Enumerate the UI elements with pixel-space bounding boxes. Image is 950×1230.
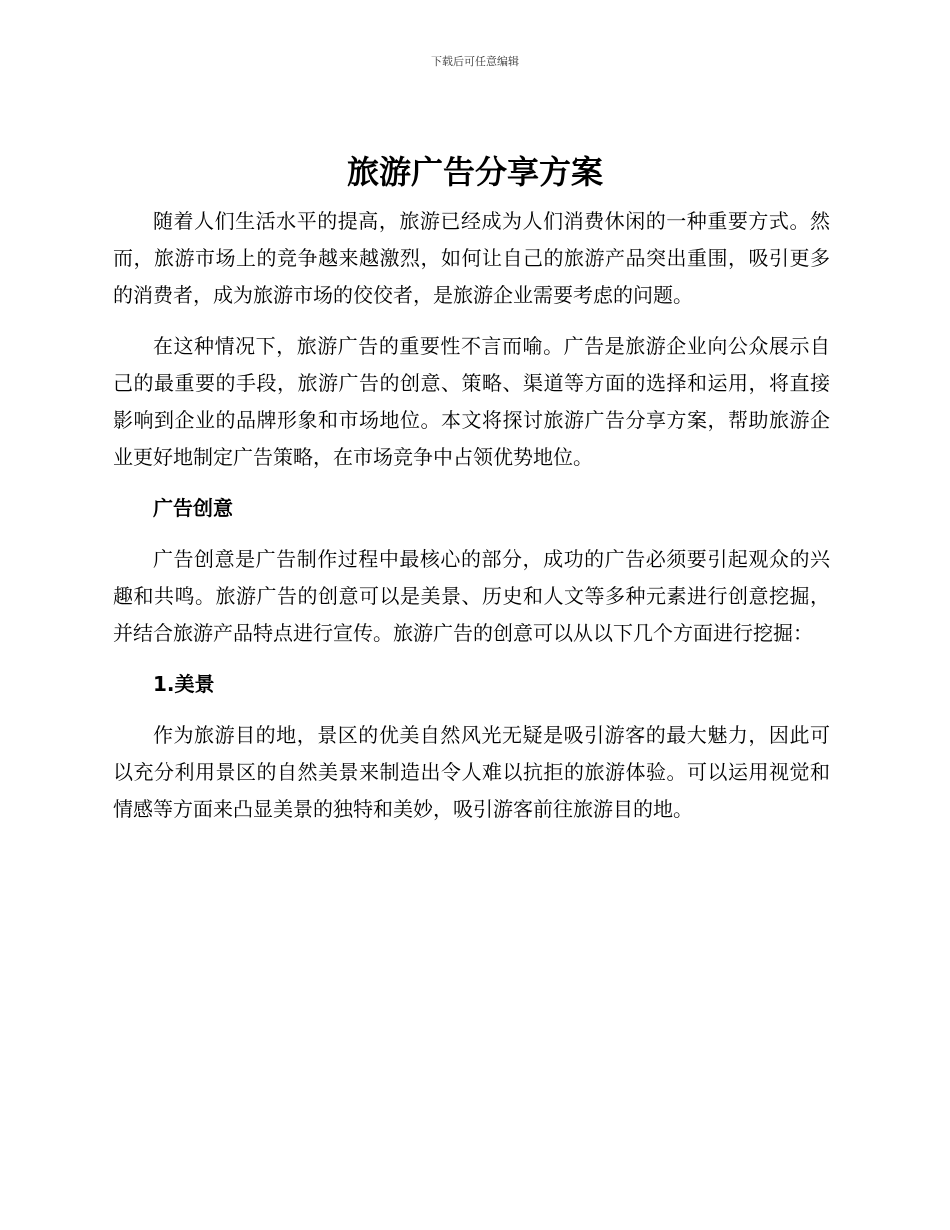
- paragraph-intro: 随着人们生活水平的提高，旅游已经成为人们消费休闲的一种重要方式。然而，旅游市场上的竞争越来越激烈，如何让自己的旅游产品突出重围，吸引更多的消费者，成为旅游市场的佼佼者，是旅游企业需要考虑的问题。: [113, 209, 830, 307]
- section-heading-ad-creative: 广告创意: [153, 496, 233, 520]
- paragraph-scenery: 作为旅游目的地，景区的优美自然风光无疑是吸引游客的最大魅力，因此可以充分利用景区的自然美景来制造出令人难以抗拒的旅游体验。可以运用视觉和情感等方面来凸显美景的独特和美妙，吸引游客前往旅游目的地。: [113, 723, 830, 821]
- paragraph-importance: 在这种情况下，旅游广告的重要性不言而喻。广告是旅游企业向公众展示自己的最重要的手段，旅游广告的创意、策略、渠道等方面的选择和运用，将直接影响到企业的品牌形象和市场地位。本文将探讨旅游广告分享方案，帮助旅游企业更好地制定广告策略，在市场竞争中占领优势地位。: [113, 334, 830, 469]
- document-title: 旅游广告分享方案: [346, 153, 603, 191]
- paragraph-ad-creative: 广告创意是广告制作过程中最核心的部分，成功的广告必须要引起观众的兴趣和共鸣。旅游广告的创意可以是美景、历史和人文等多种元素进行创意挖掘，并结合旅游产品特点进行宣传。旅游广告的创意可以从以下几个方面进行挖掘：: [113, 547, 830, 645]
- document-body: [113, 203, 830, 842]
- page-header-note: 下载后可任意编辑: [431, 55, 519, 68]
- subsection-heading-scenery: 1.美景: [153, 672, 215, 696]
